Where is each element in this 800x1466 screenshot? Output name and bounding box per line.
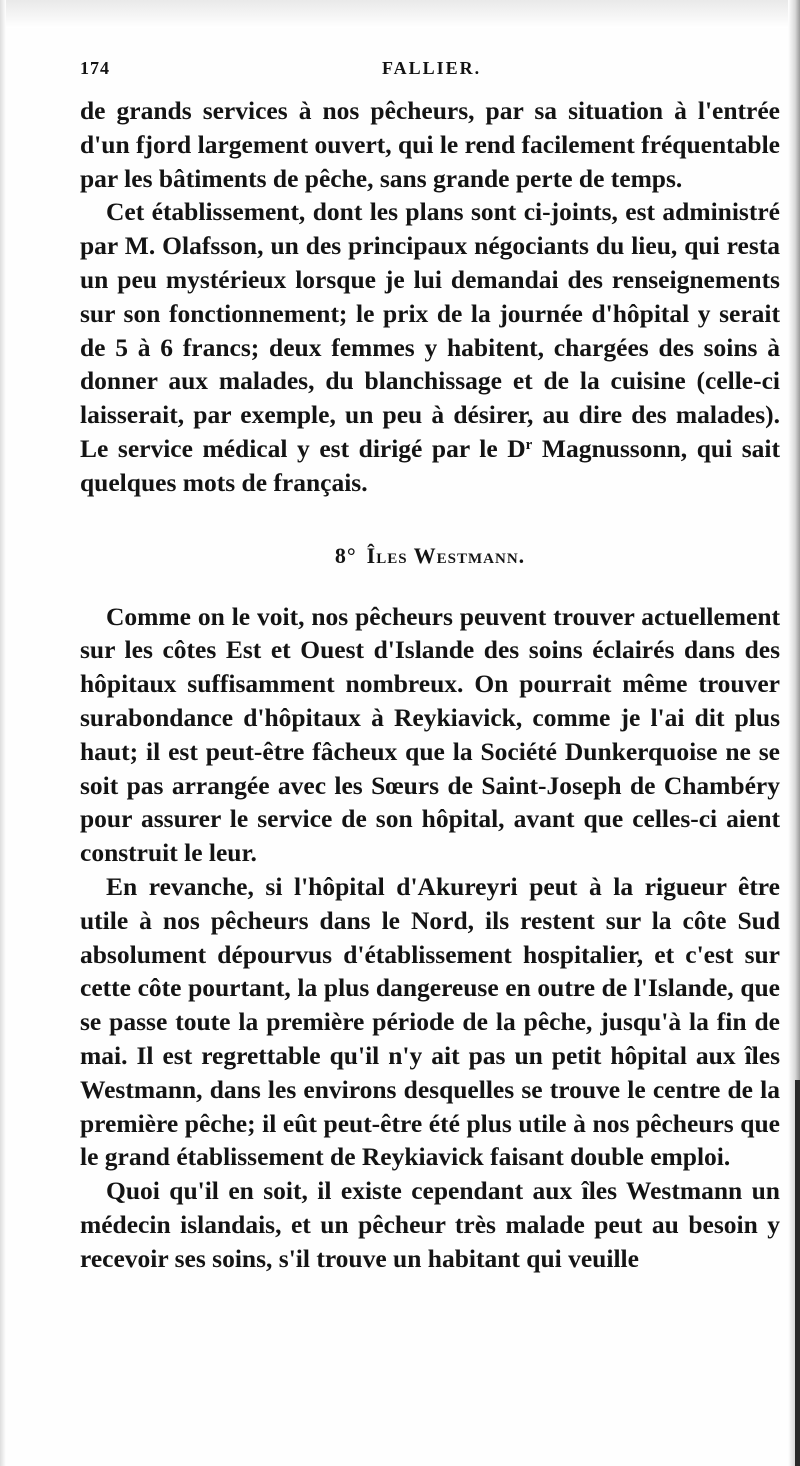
paragraph-text: Cet établissement, dont les plans sont ci-joints, est administré par M. Olafsson, un des principaux négociants du lieu, qui resta un peu mystérieux lorsque je lui demandai des renseignements sur son fonctionnement; le prix de la journée d'hôpital y serait de 5 à 6 francs; deux femmes y habitent, chargées des soins à donner aux malades, du blanchissage et de la cuisine (celle-ci laisserait, par exemple, un peu à désirer, au dire des malades). Le service médical y est dirigé par le — [80, 197, 780, 463]
paragraph: de grands services à nos pêcheurs, par sa situation à l'entrée d'un fjord largement ouvert, qui le rend facilement fréquentable par les bâtiments de pêche, sans grande perte de temps. — [80, 96, 780, 193]
doctor-abbreviation — [507, 434, 532, 463]
section-heading — [80, 544, 780, 568]
running-head — [80, 58, 770, 84]
section-number: 8° — [334, 542, 357, 568]
doctor-abbreviation-base: D — [507, 433, 526, 463]
running-title: FALLIER. — [382, 58, 482, 78]
paragraph: En revanche, si l'hôpital d'Akureyri peut à la rigueur être utile à nos pêcheurs dans le Nord, ils restent sur la côte Sud absolument dépourvus d'établissement hospitalier, et c'est sur cette côte pourtant, la plus dangereuse en outre de l'Islande, que se passe toute la première période de la pêche, jusqu'à la fin de mai. Il est regrettable qu'il n'y ait pas un petit hôpital aux îles Westmann, dans les environs desquelles se trouve le centre de la première pêche; il eût peut-être été plus utile à nos pêcheurs que le grand établissement de Reykiavick faisant double emploi. — [80, 871, 780, 1172]
paragraph-text-continued: Magnussonn, qui sait quelques mots de français. — [80, 433, 780, 497]
section-title: Îles Westmann. — [366, 542, 526, 568]
scan-left-edge — [0, 0, 6, 1466]
doctor-abbreviation-superscript: r — [525, 436, 533, 453]
paragraph: Quoi qu'il en soit, il existe cependant aux îles Westmann un médecin islandais, et un pêcheur très malade peut au besoin y recevoir ses soins, s'il trouve un habitant qui veuille — [80, 1176, 780, 1273]
paragraph — [80, 195, 780, 499]
page-number: 174 — [80, 58, 110, 78]
scan-right-edge-shadow — [795, 1080, 800, 1466]
scan-top-shading — [0, 0, 800, 28]
paragraph: Comme on le voit, nos pêcheurs peuvent trouver actuellement sur les côtes Est et Ouest d'Islande des soins éclairés dans des hôpitaux suffisamment nombreux. On pourrait même trouver surabondance d'hôpitaux à Reykiavick, comme je l'ai dit plus haut; il est peut-être fâcheux que la Société Dunkerquoise ne se soit pas arrangée avec les Sœurs de Saint-Joseph de Chambéry pour assurer le service de son hôpital, avant que celles-ci aient construit le leur. — [80, 601, 780, 868]
body-text — [80, 94, 780, 1276]
